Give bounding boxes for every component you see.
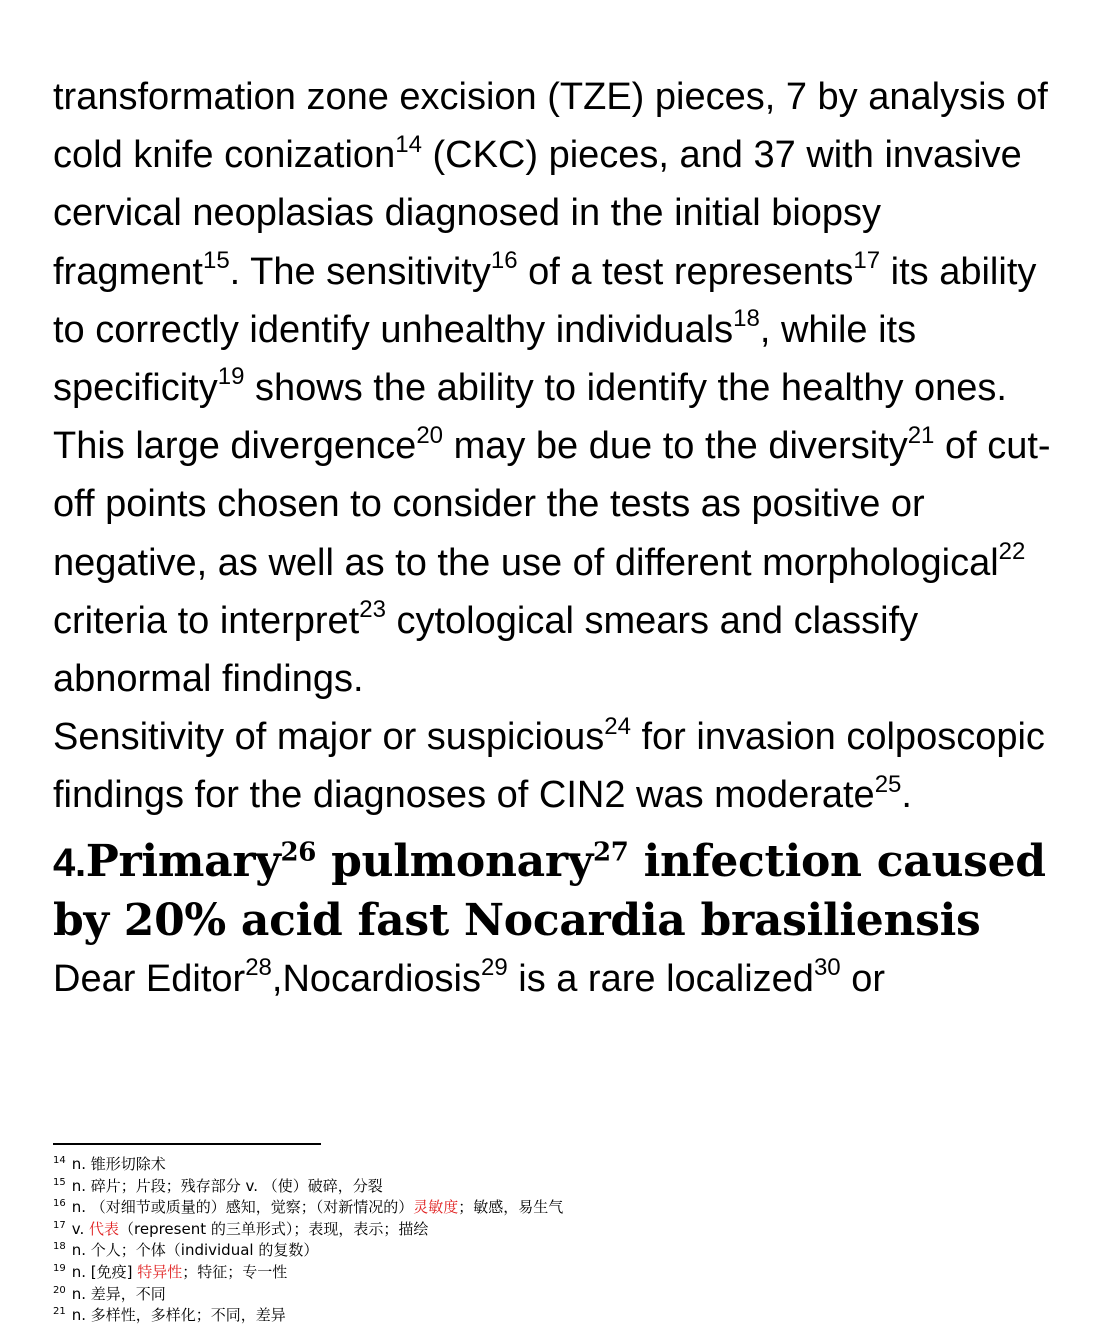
- text-run: criteria to interpret: [53, 599, 360, 642]
- section-heading: [53, 833, 1063, 950]
- body-paragraphs: [53, 68, 1063, 825]
- text-run: for invasion colposcopic findings for the diagnoses of CIN2 was moderate: [53, 716, 1045, 817]
- footnote-number: 16: [53, 1198, 66, 1210]
- footnote-item: [53, 1197, 1053, 1219]
- text-run: Primary: [85, 835, 281, 887]
- text-run: Sensitivity of major or suspicious: [53, 716, 605, 759]
- footnote-item: [53, 1176, 1053, 1198]
- footnote-reference: 21: [907, 421, 935, 449]
- footnote-reference: 19: [217, 363, 245, 391]
- text-run: n. 碎片；片段；残存部分 v. （使）破碎，分裂: [71, 1176, 383, 1195]
- text-run: or: [840, 957, 885, 1000]
- footnote-item: [53, 1219, 1053, 1241]
- body-paragraph: [53, 708, 1063, 824]
- text-run: .: [901, 774, 912, 817]
- footnote-reference: 16: [490, 246, 518, 274]
- highlighted-term: 代表: [88, 1219, 119, 1238]
- text-run: is a rare localized: [507, 957, 814, 1000]
- text-run: n. 锥形切除术: [71, 1155, 166, 1173]
- footnote-reference: 24: [604, 712, 631, 740]
- text-run: n. 个人；个体（individual 的复数）: [71, 1241, 319, 1260]
- text-run: infection caused by 20% acid fast Nocardia brasiliensis: [53, 835, 1046, 946]
- footnote-number: 17: [53, 1219, 66, 1231]
- footnotes: [53, 1154, 1053, 1327]
- footnote-reference: 15: [202, 246, 230, 274]
- text-run: may be due to the diversity: [443, 425, 908, 468]
- footnote-number: 18: [53, 1241, 66, 1253]
- footnote-reference: 18: [733, 305, 760, 333]
- footnote-item: [53, 1262, 1053, 1284]
- footnote-number: 20: [53, 1284, 66, 1296]
- footnote-reference: 23: [359, 596, 386, 624]
- footnote-item: [53, 1154, 1053, 1176]
- footnote-reference: 17: [853, 246, 881, 274]
- footnote-number: 15: [53, 1176, 66, 1188]
- text-run: ；敏感，易生气: [458, 1198, 564, 1217]
- footnote-separator: [53, 1143, 321, 1145]
- text-run: This large divergence: [53, 425, 417, 468]
- highlighted-term: 灵敏度: [413, 1198, 459, 1217]
- text-run: of cut-off points chosen to consider the tests as positive or negative, as well as to the use of different morphological: [53, 425, 1051, 584]
- footnote-number: 21: [53, 1306, 66, 1318]
- text-run: ；特征；专一性: [182, 1262, 288, 1281]
- text-run: , while its specificity: [53, 308, 917, 410]
- text-run: of a test represents: [517, 250, 854, 293]
- footnote-item: [53, 1305, 1053, 1327]
- text-run: n. [免疫]: [71, 1262, 138, 1281]
- section-title: [53, 836, 1046, 946]
- footnote-reference: 27: [593, 836, 629, 867]
- footnote-number: 19: [53, 1262, 66, 1274]
- footnote-reference: 28: [245, 953, 272, 981]
- text-run: pulmonary: [316, 835, 594, 887]
- text-run: its ability to correctly identify unhealthy individuals: [53, 250, 1037, 351]
- footnote-reference: 20: [416, 421, 444, 449]
- document-page: [53, 68, 1063, 1008]
- text-run: transformation zone excision (TZE) pieces, 7 by analysis of cold knife conization: [53, 76, 1048, 177]
- text-run: n. 差异，不同: [71, 1284, 166, 1303]
- footnote-reference: 26: [280, 836, 317, 867]
- footnote-reference: 25: [874, 770, 902, 798]
- footnote-reference: 30: [813, 953, 841, 981]
- footnote-item: [53, 1284, 1053, 1306]
- text-run: cytological smears and classify abnormal findings.: [53, 599, 919, 701]
- footnote-item: [53, 1240, 1053, 1262]
- footnote-number: 14: [53, 1155, 66, 1166]
- text-run: Dear Editor: [53, 957, 246, 1000]
- footnote-reference: 22: [998, 537, 1026, 565]
- highlighted-term: 特异性: [137, 1262, 183, 1281]
- text-run: n. 多样性，多样化；不同，差异: [71, 1306, 286, 1325]
- footnote-reference: 29: [480, 953, 508, 981]
- text-run: v.: [71, 1219, 89, 1238]
- letter-opening-paragraph: [53, 950, 1063, 1008]
- body-paragraph: [53, 417, 1063, 708]
- text-run: n. （对细节或质量的）感知，觉察；（对新情况的）: [71, 1198, 414, 1217]
- footnote-reference: 14: [395, 130, 422, 158]
- body-paragraph: [53, 68, 1063, 417]
- section-number: 4.: [53, 840, 86, 885]
- text-run: （represent 的三单形式）；表现，表示；描绘: [119, 1219, 429, 1238]
- text-run: (CKC) pieces, and 37 with invasive cervical neoplasias diagnosed in the initial biopsy fragment: [53, 134, 1022, 293]
- text-run: ,Nocardiosis: [271, 957, 481, 1000]
- text-run: . The sensitivity: [229, 250, 491, 293]
- text-run: shows the ability to identify the healthy ones.: [244, 367, 1007, 410]
